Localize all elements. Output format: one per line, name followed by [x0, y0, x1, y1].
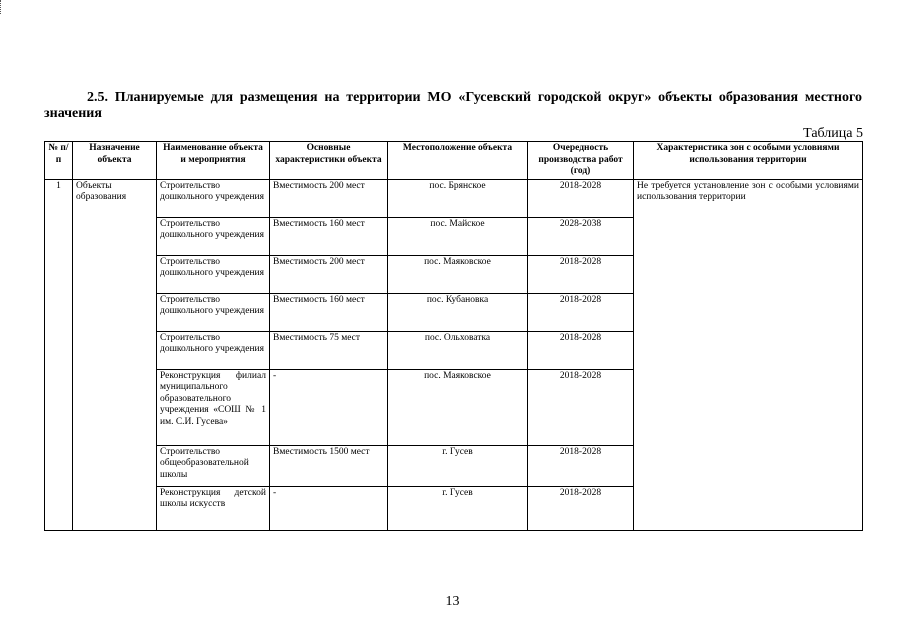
- education-objects-table: [44, 141, 863, 531]
- period-cell: 2018-2028: [528, 331, 634, 369]
- characteristics-cell: -: [270, 486, 388, 530]
- characteristics-cell: Вместимость 160 мест: [270, 217, 388, 255]
- name-cell: Реконструкция детской школы искусств: [157, 486, 270, 530]
- row-number-cell: 1: [45, 179, 73, 530]
- period-cell: 2018-2028: [528, 445, 634, 486]
- location-cell: пос. Ольховатка: [388, 331, 528, 369]
- period-cell: 2018-2028: [528, 293, 634, 331]
- location-cell: пос. Кубановка: [388, 293, 528, 331]
- column-header: Местоположение объекта: [388, 142, 528, 180]
- period-cell: 2028-2038: [528, 217, 634, 255]
- location-cell: пос. Майское: [388, 217, 528, 255]
- period-cell: 2018-2028: [528, 179, 634, 217]
- name-cell: Строительство дошкольного учреждения: [157, 217, 270, 255]
- column-header: Очередность производства работ (год): [528, 142, 634, 180]
- table-row: [45, 179, 863, 217]
- name-cell: Строительство дошкольного учреждения: [157, 331, 270, 369]
- characteristics-cell: Вместимость 160 мест: [270, 293, 388, 331]
- name-cell: Строительство дошкольного учреждения: [157, 293, 270, 331]
- column-header: Наименование объекта и мероприятия: [157, 142, 270, 180]
- name-cell: Реконструкция филиал муниципального образовательного учреждения «СОШ № 1 им. С.И. Гусева»: [157, 369, 270, 445]
- location-cell: пос. Брянское: [388, 179, 528, 217]
- characteristics-cell: Вместимость 75 мест: [270, 331, 388, 369]
- period-cell: 2018-2028: [528, 255, 634, 293]
- name-cell: Строительство дошкольного учреждения: [157, 255, 270, 293]
- location-cell: г. Гусев: [388, 486, 528, 530]
- column-header: № п/п: [45, 142, 73, 180]
- characteristics-cell: Вместимость 200 мест: [270, 179, 388, 217]
- location-cell: г. Гусев: [388, 445, 528, 486]
- section-heading: 2.5. Планируемые для размещения на территории МО «Гусевский городской округ» объекты образования местного значения: [44, 90, 862, 121]
- page-number: 13: [445, 594, 460, 609]
- location-cell: пос. Маяковское: [388, 369, 528, 445]
- name-cell: Строительство дошкольного учреждения: [157, 179, 270, 217]
- characteristics-cell: Вместимость 200 мест: [270, 255, 388, 293]
- column-header: Характеристика зон с особыми условиями использования территории: [634, 142, 863, 180]
- name-cell: Строительство общеобразовательной школы: [157, 445, 270, 486]
- column-header: Основные характеристики объекта: [270, 142, 388, 180]
- purpose-cell: Объекты образования: [73, 179, 157, 530]
- column-header: Назначение объекта: [73, 142, 157, 180]
- characteristics-cell: -: [270, 369, 388, 445]
- zones-cell: Не требуется установление зон с особыми условиями использования территории: [634, 179, 863, 530]
- period-cell: 2018-2028: [528, 369, 634, 445]
- location-cell: пос. Маяковское: [388, 255, 528, 293]
- characteristics-cell: Вместимость 1500 мест: [270, 445, 388, 486]
- table-caption: Таблица 5: [803, 126, 863, 141]
- table-header-row: [45, 142, 863, 180]
- scan-edge-mark: [0, 0, 4, 14]
- period-cell: 2018-2028: [528, 486, 634, 530]
